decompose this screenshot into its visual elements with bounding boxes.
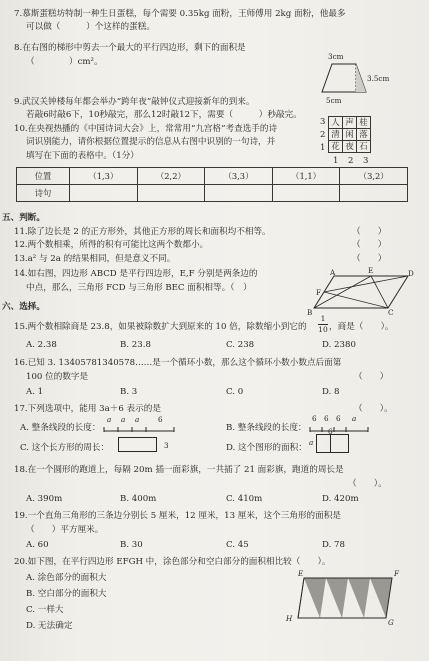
q20-option-b[interactable]: B. 空白部分的面积大 — [26, 589, 107, 599]
answer-cell[interactable] — [340, 185, 408, 202]
q13-text: 13.a² 与 2a 的结果相同，但是意义不同。 — [14, 254, 176, 264]
q9-line2: 若敲6时敲6下，10秒敲完，那么12时敲12下，需要（ ）秒敲完。 — [26, 110, 302, 120]
q15-text-b: ，商是（ ）。 — [329, 322, 394, 332]
q19-text-b: （ ）平方厘米。 — [26, 525, 104, 535]
label-d: D — [408, 269, 414, 278]
q15-frac-den: 10 — [318, 325, 328, 334]
seg-b-label-2: 6 — [324, 414, 329, 423]
label-a: A — [330, 268, 336, 277]
label-g-20: G — [388, 618, 394, 627]
answer-cell[interactable] — [70, 185, 138, 202]
q16-option-b[interactable]: B. 3 — [120, 387, 138, 397]
grid-cell: 夜 — [343, 141, 357, 153]
position-cell: （2,2） — [137, 168, 205, 185]
section-5-title: 五、判断。 — [2, 213, 45, 223]
q20-option-c[interactable]: C. 一样大 — [26, 605, 64, 615]
position-cell: （1,3） — [70, 168, 138, 185]
seg-a-label-1: a — [107, 415, 112, 424]
q15-option-a[interactable]: A. 2.38 — [26, 340, 57, 350]
q13-answer[interactable]: （ ） — [352, 254, 387, 264]
grid-cell: 闲 — [343, 129, 357, 141]
grid-row-num-3: 3 — [320, 117, 326, 127]
grid-col-num-2: 2 — [348, 156, 354, 166]
grid-col-num-3: 3 — [363, 156, 369, 166]
q17-option-b[interactable]: B. 整条线段的长度： — [226, 423, 307, 433]
q10-line3: 填写在下面的表格中。（1分） — [26, 151, 139, 161]
position-cell: （3,3） — [205, 168, 273, 185]
q7-line1: 7.慕斯蛋糕坊特制一种生日蛋糕，每个需要 0.35kg 面粉，王师傅用 2kg 面粉，他最多 — [14, 9, 346, 19]
q16-answer[interactable]: （ ） — [354, 372, 389, 382]
rect-c-side-label: 3 — [164, 441, 169, 450]
seg-a-label-2: a — [121, 415, 126, 424]
poem-nine-grid — [328, 116, 371, 153]
fig-d-6-label: 6 — [328, 427, 333, 436]
grid-cell: 声 — [343, 117, 357, 129]
q15-frac-num: 1 — [320, 314, 326, 323]
segment-a-figure — [104, 422, 176, 434]
q18-answer[interactable]: （ ）。 — [348, 479, 387, 489]
q10-line1: 10.在央视热播的《中国诗词大会》上，常常用“九宫格”考查选手的诗 — [14, 124, 278, 134]
q12-answer[interactable]: （ ） — [352, 240, 387, 250]
label-e: E — [368, 266, 374, 275]
q10-line2: 词识别能力，请你根据位置提示的信息从右图中识别的一句诗，并 — [26, 137, 276, 147]
label-f-20: F — [394, 569, 399, 578]
q16-option-d[interactable]: D. 8 — [322, 387, 340, 397]
seg-a-label-4: 6 — [158, 415, 163, 424]
poem-answer-table — [16, 167, 408, 202]
q9-line: 9.武汉关钟楼每年都会举办“跨年夜”敲钟仪式迎接新年的到来。 — [14, 97, 255, 107]
q18-option-a[interactable]: A. 390m — [26, 494, 63, 504]
fig-d-a-label: a — [309, 438, 314, 447]
q8-line1: 8.在右图的梯形中剪去一个最大的平行四边形，剩下的面积是 — [14, 43, 246, 53]
q12-text: 12.两个数相乘，所得的积有可能比这两个数都小。 — [14, 240, 209, 250]
parallelogram-abcd-figure — [312, 270, 412, 316]
trap-side-label: 3.5cm — [367, 74, 390, 83]
q14-line1: 14.如右图，四边形 ABCD 是平行四边形，E,F 分别是两条边的 — [14, 269, 258, 279]
q18-option-c[interactable]: C. 410m — [226, 494, 263, 504]
grid-cell: 桂 — [357, 117, 371, 129]
q16-option-a[interactable]: A. 1 — [26, 387, 44, 397]
label-f: F — [316, 288, 321, 297]
answer-cell[interactable] — [272, 185, 340, 202]
table-header-poem: 诗句 — [17, 185, 70, 202]
q17-text: 17.下列选项中，能用 3a＋6 表示的是 — [14, 404, 161, 414]
trap-top-label: 3cm — [328, 52, 344, 61]
q20-option-a[interactable]: A. 涂色部分的面积大 — [26, 573, 107, 583]
label-c: C — [388, 308, 394, 317]
parallelogram-efgh-figure — [290, 574, 400, 622]
q18-option-d[interactable]: D. 420m — [322, 494, 359, 504]
q16-text-a: 16.已知 3. 13405781340578……是一个循环小数，那么这个循环小数小数点后面第 — [14, 358, 342, 368]
q20-text: 20.如下图，在平行四边形 EFGH 中，涂色部分和空白部分的面积相比较（ ）。 — [14, 557, 331, 567]
q18-option-b[interactable]: B. 400m — [120, 494, 157, 504]
q17-option-a[interactable]: A. 整条线段的长度： — [20, 423, 101, 433]
label-h-20: H — [286, 614, 293, 623]
grid-cell: 清 — [329, 129, 343, 141]
seg-b-label-3: 6 — [336, 414, 341, 423]
q19-option-c[interactable]: C. 45 — [226, 540, 249, 550]
grid-col-num-1: 1 — [333, 156, 339, 166]
trap-bottom-label: 5cm — [326, 96, 342, 105]
answer-cell[interactable] — [137, 185, 205, 202]
q11-text: 11.除了边长是 2 的正方形外，其他正方形的周长和面积均不相等。 — [14, 227, 271, 237]
q7-line2: 可以做（ ）个这样的蛋糕。 — [26, 22, 155, 32]
q15-option-d[interactable]: D. 2380 — [322, 340, 356, 350]
label-e-20: E — [298, 569, 304, 578]
grid-row-num-2: 2 — [320, 130, 326, 140]
q18-text: 18.在一个圆形的跑道上，每隔 20m 插一面彩旗，一共插了 21 面彩旗，跑道的周长是 — [14, 465, 344, 475]
grid-cell: 落 — [357, 129, 371, 141]
grid-cell: 人 — [329, 117, 343, 129]
rectangle-c-figure — [118, 437, 162, 453]
position-cell: （3,2） — [340, 168, 408, 185]
seg-b-label-4: a — [352, 414, 357, 423]
q15-option-c[interactable]: C. 238 — [226, 340, 255, 350]
q17-answer[interactable]: （ ）。 — [354, 404, 393, 414]
position-cell: （1,1） — [272, 168, 340, 185]
q19-option-d[interactable]: D. 78 — [322, 540, 345, 550]
q14-line2: 中点，那么，三角形 FCD 与三角形 BEC 面积相等。（ ） — [26, 283, 252, 293]
seg-a-label-3: a — [135, 415, 140, 424]
q20-option-d[interactable]: D. 无法确定 — [26, 621, 73, 631]
grid-cell: 花 — [329, 141, 343, 153]
q8-line2: （ ）cm²。 — [26, 57, 103, 67]
answer-cell[interactable] — [205, 185, 273, 202]
q11-answer[interactable]: （ ） — [352, 227, 387, 237]
label-b: B — [307, 308, 313, 317]
q19-option-b[interactable]: B. 30 — [120, 540, 143, 550]
seg-b-label-1: 6 — [312, 414, 317, 423]
grid-cell: 石 — [357, 141, 371, 153]
q16-option-c[interactable]: C. 0 — [226, 387, 244, 397]
table-header-position: 位置 — [17, 168, 70, 185]
q19-text-a: 19.一个直角三角形的三条边分别长 5 厘米，12 厘米，13 厘米，这个三角形的面积是 — [14, 511, 341, 521]
section-6-title: 六、选择。 — [2, 302, 45, 312]
q15-option-b[interactable]: B. 23.8 — [120, 340, 151, 350]
q15-text-a: 15.两个数相除商是 23.8，如果被除数扩大到原来的 10 倍，除数缩小到它的 — [14, 322, 307, 332]
figure-d — [316, 430, 356, 454]
q16-text-b: 100 位的数字是 — [26, 372, 89, 382]
grid-row-num-1: 1 — [320, 143, 326, 153]
q19-option-a[interactable]: A. 60 — [26, 540, 49, 550]
q17-option-d[interactable]: D. 这个图形的面积： — [226, 443, 307, 453]
q17-option-c[interactable]: C. 这个长方形的周长： — [20, 443, 110, 453]
